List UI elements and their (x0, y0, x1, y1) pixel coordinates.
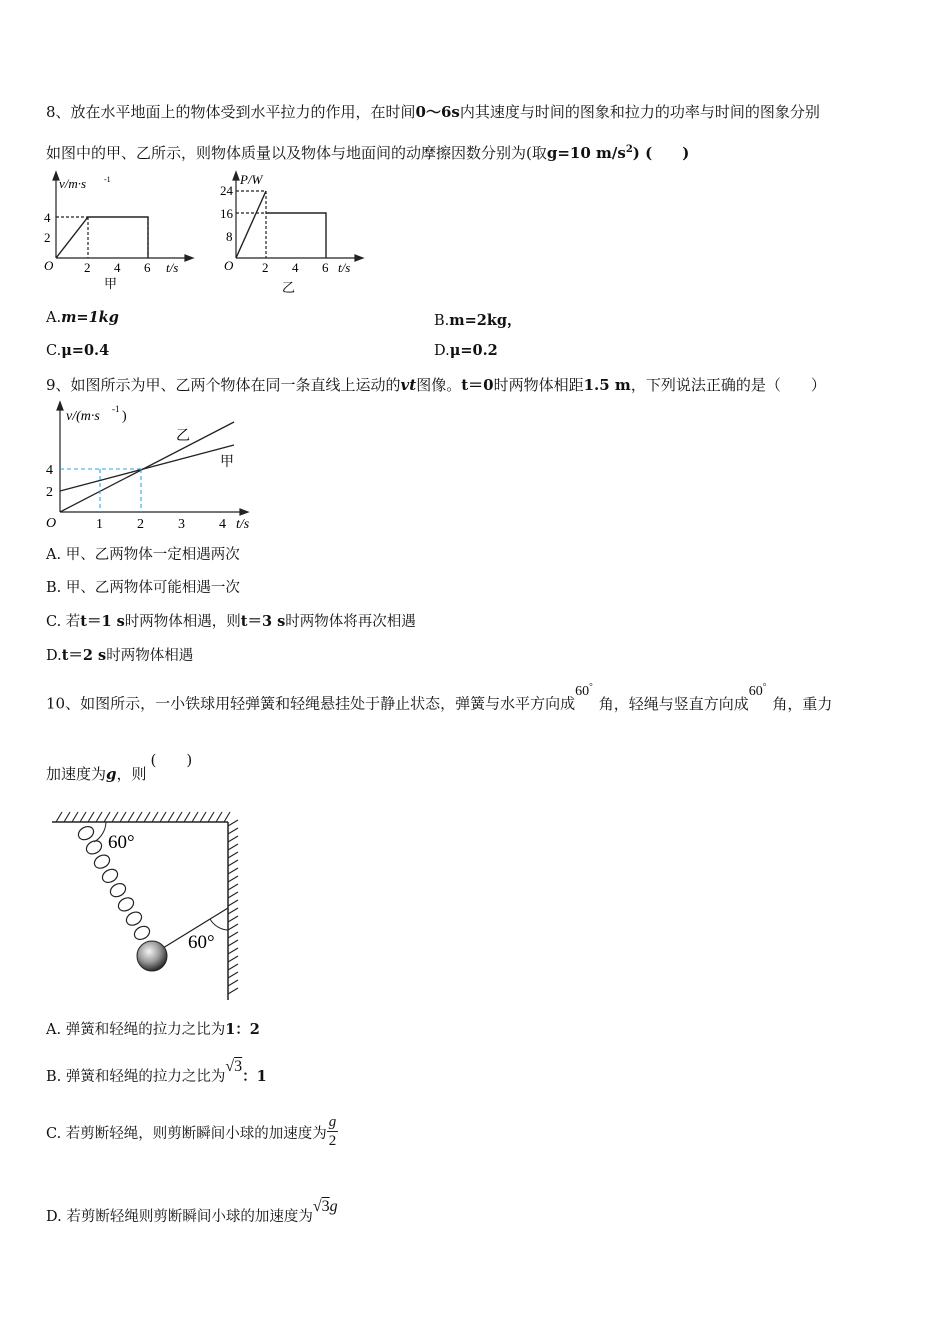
sqrt-3g: √3g (312, 1198, 338, 1215)
q8-figure-yi (220, 170, 370, 295)
ceiling-hatch-mark (80, 812, 86, 822)
wall-hatch-mark (228, 980, 238, 986)
fig2-xtick-4: 4 (292, 260, 299, 275)
fig1-xlabel: t/s (166, 260, 179, 275)
ceiling-hatch-mark (208, 812, 214, 822)
ceiling-hatch-mark (144, 812, 150, 822)
wall-hatch-mark (228, 916, 238, 922)
wall-hatch-mark (228, 876, 238, 882)
wall-hatch-mark (228, 844, 238, 850)
spring-coil (124, 909, 144, 927)
wall-hatch-mark (228, 988, 238, 994)
ceiling-hatch-mark (200, 812, 206, 822)
ceiling-hatch-mark (136, 812, 142, 822)
q8-line1: 8、放在水平地面上的物体受到水平拉力的作用，在时间0～6s内其速度与时间的图象和拉力的功率与时间的图象分别 (46, 103, 820, 121)
q9-xtick-2: 2 (137, 517, 144, 532)
wall-hatch-mark (228, 884, 238, 890)
fig1-ytick-2: 2 (44, 230, 51, 245)
ceiling-hatch-mark (176, 812, 182, 822)
spring-coil (84, 838, 104, 856)
spring-coil (132, 924, 152, 942)
q9-xtick-1: 1 (96, 517, 103, 532)
ceiling-hatch-mark (224, 812, 230, 822)
ceiling-hatch-mark (168, 812, 174, 822)
ceiling-hatch-mark (192, 812, 198, 822)
q9-option-b[interactable]: B. 甲、乙两物体可能相遇一次 (46, 580, 240, 596)
fig2-ylabel: P/W (240, 172, 263, 187)
wall-hatch-mark (228, 860, 238, 866)
wall-hatch-mark (228, 932, 238, 938)
wall-hatch-mark (228, 836, 238, 842)
q9-xlabel: t/s (236, 517, 250, 532)
fig2-ytick-16: 16 (220, 206, 233, 221)
spring-coil (108, 881, 128, 899)
q9-stem: 9、如图所示为甲、乙两个物体在同一条直线上运动的vt图像。t＝0时两物体相距1.5 m，下列说法正确的是（ ） (46, 376, 826, 394)
fig2-ytick-24: 24 (220, 183, 233, 198)
wall-hatch-mark (228, 956, 238, 962)
ceiling-hatch-mark (56, 812, 62, 822)
angle-60-b: 60° (748, 681, 767, 699)
fig1-caption: 甲 (104, 276, 118, 291)
spring-coil (116, 895, 136, 913)
spring-coil (76, 824, 96, 842)
spring-coil (92, 852, 112, 870)
q10-stem-line2: 加速度为g，则( ) (46, 751, 193, 783)
v-line (56, 217, 148, 258)
y-axis-arrow (233, 172, 239, 180)
iron-ball (137, 941, 167, 971)
q8-option-b[interactable]: B.m=2kg， (434, 312, 522, 329)
q8-line2: 如图中的甲、乙所示，则物体质量以及物体与地面间的动摩擦因数分别为(取g=10 $m/s^2$) ( ) (46, 144, 690, 162)
ceiling-hatch-mark (160, 812, 166, 822)
q8-option-a[interactable]: A.m=1kg (46, 309, 119, 326)
line-yi (60, 422, 234, 512)
q9-vt-graph (40, 400, 270, 535)
q8-option-c[interactable]: C.μ=0.4 (46, 342, 110, 359)
fig1-ylabel: v/m·s (59, 176, 87, 191)
ceiling-hatch-mark (152, 812, 158, 822)
q9-ylabel-end: ) (122, 409, 127, 424)
angle-arc-top (94, 822, 106, 842)
wall-hatch-mark (228, 964, 238, 970)
ceiling-hatch-mark (88, 812, 94, 822)
wall-hatch-mark (228, 948, 238, 954)
fig2-origin: O (224, 258, 234, 273)
fig1-origin: O (44, 258, 54, 273)
wall-hatch-mark (228, 900, 238, 906)
ceiling-hatch-mark (96, 812, 102, 822)
x-axis-arrow (355, 255, 363, 261)
ceiling-hatch-mark (72, 812, 78, 822)
angle-arc-right (210, 919, 228, 930)
q9-option-d[interactable]: D.t＝2 s时两物体相遇 (46, 647, 194, 664)
wall-hatch-mark (228, 940, 238, 946)
wall-hatch-mark (228, 924, 238, 930)
sqrt-3: √3 (225, 1058, 243, 1075)
ceiling-hatch-mark (120, 812, 126, 822)
wall-hatch-mark (228, 972, 238, 978)
q8-figure-jia (40, 170, 200, 295)
q9-label-yi: 乙 (176, 429, 190, 444)
angle-60-a: 60° (575, 681, 593, 699)
q10-spring-figure (48, 808, 248, 1008)
q10-option-c[interactable]: C. 若剪断轻绳，则剪断瞬间小球的加速度为 $\frac{g}{2}$ (46, 1114, 337, 1149)
q9-option-c[interactable]: C. 若t＝1 s时两物体相遇，则t＝3 s时两物体将再次相遇 (46, 613, 416, 630)
fig2-xtick-6: 6 (322, 260, 329, 275)
wall-hatch-mark (228, 820, 238, 826)
wall-hatch-mark (228, 908, 238, 914)
q9-origin: O (46, 516, 57, 531)
ceiling-hatch-mark (184, 812, 190, 822)
q9-xtick-3: 3 (178, 517, 185, 532)
angle-top-label: 60° (108, 832, 135, 853)
x-axis-arrow (185, 255, 193, 261)
ceiling-hatch-mark (104, 812, 110, 822)
q9-option-a[interactable]: A. 甲、乙两物体一定相遇两次 (46, 547, 240, 563)
ceiling-hatch-mark (112, 812, 118, 822)
fig1-xtick-6: 6 (144, 260, 151, 275)
q9-ytick-4: 4 (46, 463, 53, 478)
spring-coil (100, 867, 120, 885)
wall-hatch-mark (228, 892, 238, 898)
ceiling-hatch-mark (64, 812, 70, 822)
p-line-flat (266, 213, 326, 258)
fraction-g-over-2: $\frac{g}{2}$ (328, 1114, 337, 1149)
ceiling-hatch-mark (128, 812, 134, 822)
fig1-ytick-4: 4 (44, 210, 51, 225)
q9-ytick-2: 2 (46, 485, 53, 500)
fig2-ytick-8: 8 (226, 229, 233, 244)
fig1-ylabel-sup: -1 (104, 175, 111, 184)
q10-option-d[interactable]: D. 若剪断轻绳则剪断瞬间小球的加速度为√3g (46, 1198, 338, 1225)
q10-stem-line1: 10、如图所示，一小铁球用轻弹簧和轻绳悬挂处于静止状态，弹簧与水平方向成60°角，轻绳与竖直方向成60°角，重力 (46, 681, 833, 713)
q9-ylabel: v/(m·s (66, 409, 100, 424)
q9-xtick-4: 4 (219, 517, 226, 532)
fig2-xtick-2: 2 (262, 260, 269, 275)
p-line-rise (236, 191, 266, 258)
line-jia (60, 445, 234, 491)
wall-hatch-mark (228, 828, 238, 834)
fig1-xtick-4: 4 (114, 260, 121, 275)
y-axis-arrow (57, 402, 63, 410)
fig2-caption: 乙 (282, 280, 296, 295)
q10-option-b[interactable]: B. 弹簧和轻绳的拉力之比为√3：1 (46, 1058, 267, 1085)
fig2-xlabel: t/s (338, 260, 351, 275)
fig1-xtick-2: 2 (84, 260, 91, 275)
q9-label-jia: 甲 (220, 455, 234, 470)
ceiling-hatch-mark (216, 812, 222, 822)
wall-hatch-mark (228, 852, 238, 858)
q8-option-d[interactable]: D.μ=0.2 (434, 342, 498, 359)
x-axis-arrow (240, 509, 248, 515)
q9-ylabel-sup: -1 (112, 404, 120, 414)
wall-hatch-mark (228, 868, 238, 874)
q10-option-a[interactable]: A. 弹簧和轻绳的拉力之比为1：2 (46, 1021, 260, 1038)
angle-right-label: 60° (188, 932, 215, 953)
